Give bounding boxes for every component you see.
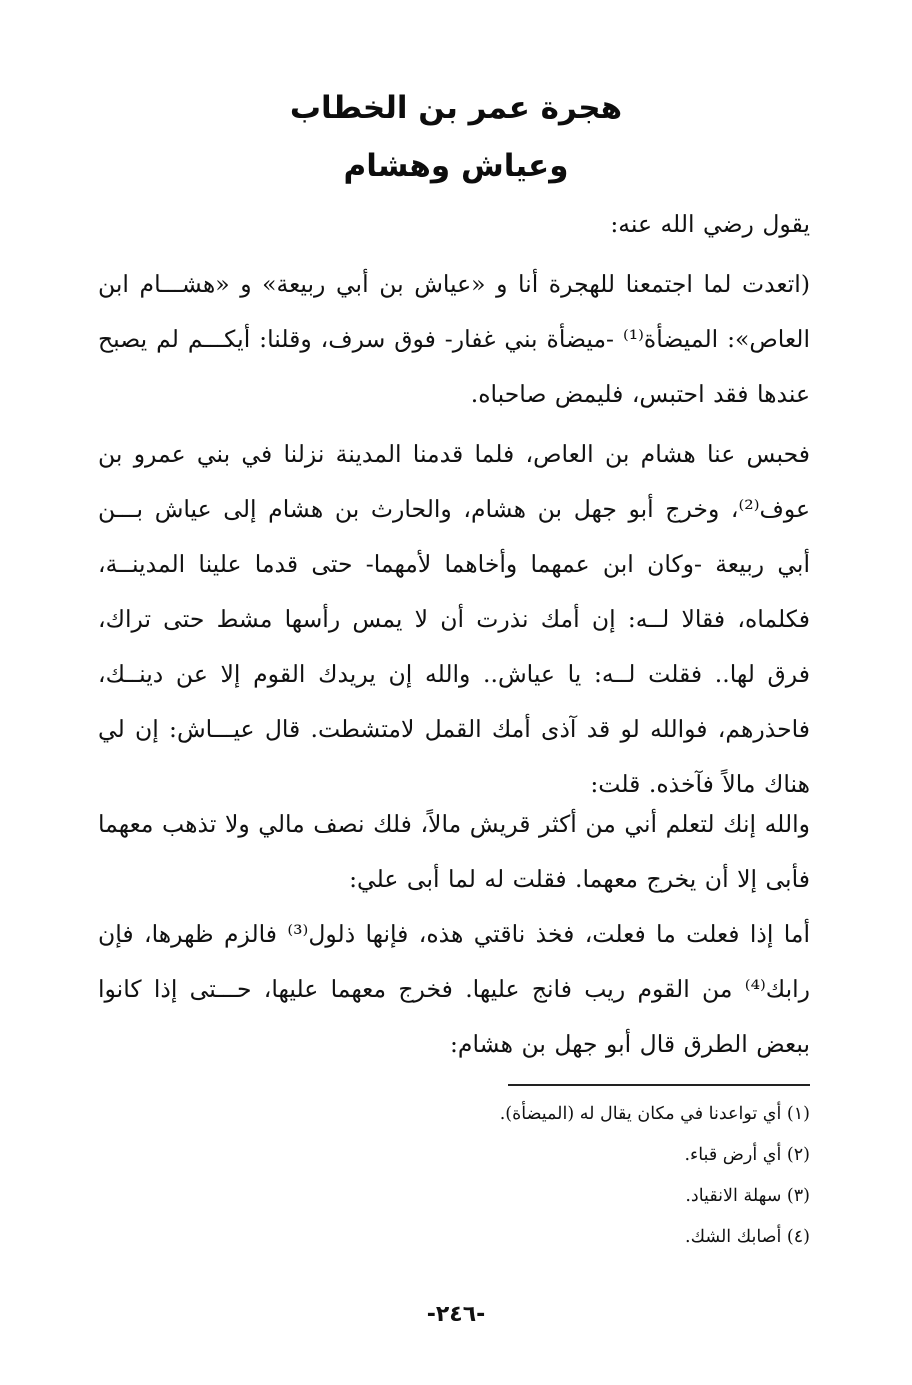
paragraph-intro: يقول رضي الله عنه: (610, 210, 810, 238)
footnote-separator (508, 1084, 810, 1086)
footnote-3: (٣) سهلة الانقياد. (685, 1186, 810, 1206)
paragraph-3: والله إنك لتعلم أني من أكثر قريش مالاً، فلك نصف مالي ولا تذهب معهما فأبى إلا أن يخرج معهما. فقلت له لما أبى علي: (98, 810, 810, 893)
footnote-1: (١) أي تواعدنا في مكان يقال له (الميضأة). (499, 1104, 810, 1124)
footnote-2: (٢) أي أرض قباء. (684, 1145, 810, 1165)
footnote-4: (٤) أصابك الشك. (685, 1227, 810, 1247)
footnotes (300, 1094, 810, 1258)
paragraph-1: (اتعدت لما اجتمعنا للهجرة أنا و «عياش بن أبي ربيعة» و «هشـــام ابن العاص»: الميضأة⁽¹⁾ -ميضأة بني غفار- فوق سرف، وقلنا: أيكـــم لم يصبح عندها فقد احتبس، فليمض صاحباه. (98, 270, 810, 408)
paragraph-2: فحبس عنا هشام بن العاص، فلما قدمنا المدينة نزلنا في بني عمرو بن عوف⁽²⁾، وخرج أبو جهل بن هشام، والحارث بن هشام إلى عياش بـــن أبي ربيعة -وكان ابن عمهما وأخاهما لأمهما- حتى قدما علينا المدينــة، فكلماه، فقالا لــه: إن أمك نذرت أن لا يمس رأسها مشط حتى تراك، فرق لها.. فقلت لــه: يا عياش.. والله إن يريدك القوم إلا عن دينــك، فاحذرهم، فوالله لو قد آذى أمك القمل لامتشطت. قال عيـــاش: إن لي هناك مالاً فآخذه. قلت: (98, 440, 810, 798)
chapter-title-line-1: هجرة عمر بن الخطاب (289, 90, 623, 126)
page-number: -٢٤٦- (426, 1302, 486, 1327)
paragraph-4: أما إذا فعلت ما فعلت، فخذ ناقتي هذه، فإنها ذلول⁽³⁾ فالزم ظهرها، فإن رابك⁽⁴⁾ من القوم ريب فانج عليها. فخرج معهما عليها، حـــتى إذا كانوا ببعض الطرق قال أبو جهل بن هشام: (98, 920, 810, 1058)
chapter-title-line-2: وعياش وهشام (343, 148, 569, 184)
